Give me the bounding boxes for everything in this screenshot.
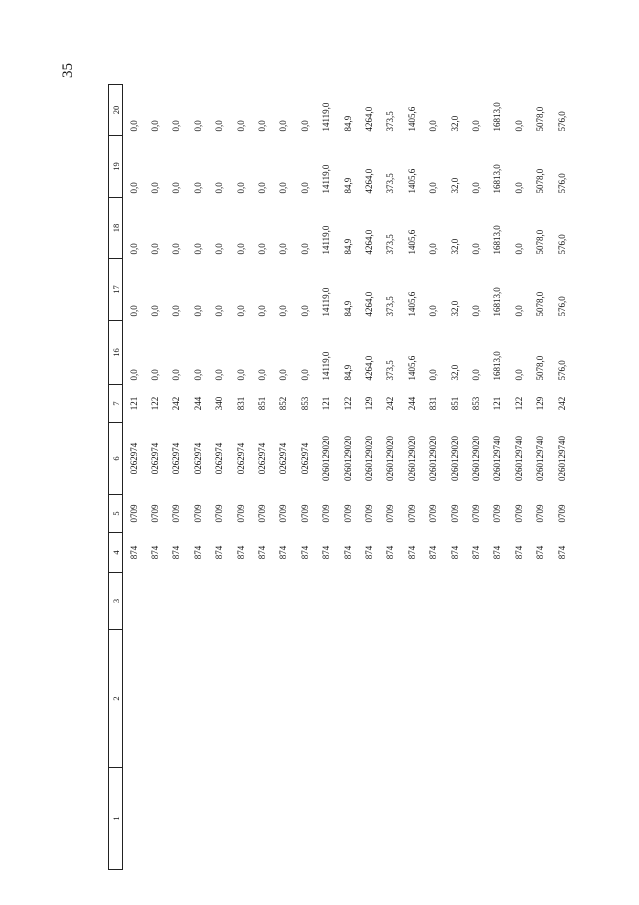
table-cell-c3 bbox=[316, 573, 337, 630]
table-cell-c6: 0260129740 bbox=[556, 436, 567, 481]
table-cell-c6: 0260129020 bbox=[385, 436, 396, 481]
table-cell-c1 bbox=[358, 768, 379, 870]
table-cell-c5: 0709 bbox=[406, 504, 417, 523]
table-cell-c4: 874 bbox=[492, 545, 503, 560]
table-cell-c6: 0260129740 bbox=[492, 436, 503, 481]
table-cell-c20: 576,0 bbox=[556, 111, 567, 132]
table-header-row bbox=[109, 85, 123, 870]
table-cell-c6: 0262974 bbox=[150, 442, 161, 475]
table-cell-c1 bbox=[123, 768, 145, 870]
table-cell-c2 bbox=[422, 630, 443, 768]
table-cell-c18: 0,0 bbox=[128, 243, 139, 255]
table-row bbox=[230, 85, 251, 870]
table-cell-c6: 0260129020 bbox=[406, 436, 417, 481]
table-cell-c16: 0,0 bbox=[278, 369, 289, 381]
table-cell-c6: 0262974 bbox=[299, 442, 310, 475]
table-cell-c3 bbox=[465, 573, 486, 630]
table-row bbox=[508, 85, 529, 870]
table-row bbox=[123, 85, 145, 870]
table-cell-c19: 0,0 bbox=[299, 182, 310, 194]
table-cell-c3 bbox=[529, 573, 550, 630]
table-cell-c16: 0,0 bbox=[235, 369, 246, 381]
table-cell-c18: 0,0 bbox=[299, 243, 310, 255]
table-cell-c7: 122 bbox=[513, 396, 524, 411]
table-cell-c18: 0,0 bbox=[428, 243, 439, 255]
table-cell-c5: 0709 bbox=[171, 504, 182, 523]
table-row bbox=[401, 85, 422, 870]
table-cell-c1 bbox=[551, 768, 572, 870]
table-cell-c20: 0,0 bbox=[257, 120, 268, 132]
table-cell-c2 bbox=[209, 630, 230, 768]
table-row bbox=[422, 85, 443, 870]
table-cell-c5: 0709 bbox=[321, 504, 332, 523]
table-cell-c3 bbox=[551, 573, 572, 630]
table-cell-c19: 576,0 bbox=[556, 173, 567, 194]
table-cell-c7: 851 bbox=[449, 396, 460, 411]
table-cell-c17: 0,0 bbox=[214, 305, 225, 317]
table-cell-c19: 16813,0 bbox=[492, 164, 503, 194]
table-cell-c1 bbox=[144, 768, 165, 870]
table-row bbox=[465, 85, 486, 870]
table-cell-c20: 16813,0 bbox=[492, 102, 503, 132]
table-cell-c1 bbox=[209, 768, 230, 870]
table-cell-c3 bbox=[187, 573, 208, 630]
table-cell-c18: 4264,0 bbox=[363, 229, 374, 255]
table-cell-c3 bbox=[230, 573, 251, 630]
table-cell-c4: 874 bbox=[385, 545, 396, 560]
table-cell-c6: 0260129020 bbox=[428, 436, 439, 481]
table-cell-c19: 0,0 bbox=[235, 182, 246, 194]
table-cell-c2 bbox=[487, 630, 508, 768]
table-cell-c7: 853 bbox=[470, 396, 481, 411]
table-cell-c20: 4264,0 bbox=[363, 106, 374, 132]
table-cell-c3 bbox=[123, 573, 145, 630]
table-cell-c18: 0,0 bbox=[192, 243, 203, 255]
table-cell-c16: 0,0 bbox=[214, 369, 225, 381]
table-row bbox=[487, 85, 508, 870]
table-cell-c4: 874 bbox=[299, 545, 310, 560]
table-cell-c7: 242 bbox=[385, 396, 396, 411]
table-cell-c17: 0,0 bbox=[128, 305, 139, 317]
table-cell-c6: 0262974 bbox=[192, 442, 203, 475]
table-cell-c6: 0260129020 bbox=[363, 436, 374, 481]
table-row bbox=[316, 85, 337, 870]
table-cell-c5: 0709 bbox=[150, 504, 161, 523]
table-row bbox=[358, 85, 379, 870]
table-cell-c17: 0,0 bbox=[299, 305, 310, 317]
table-cell-c4: 874 bbox=[535, 545, 546, 560]
table-cell-c17: 0,0 bbox=[513, 305, 524, 317]
table-body bbox=[123, 85, 573, 870]
table-cell-c18: 14119,0 bbox=[321, 225, 332, 255]
table-cell-c6: 0260129020 bbox=[449, 436, 460, 481]
table-cell-c7: 129 bbox=[535, 396, 546, 411]
table-cell-c5: 0709 bbox=[278, 504, 289, 523]
table-cell-c4: 874 bbox=[171, 545, 182, 560]
table-cell-c5: 0709 bbox=[235, 504, 246, 523]
table-cell-c20: 32,0 bbox=[449, 115, 460, 132]
table-cell-c1 bbox=[251, 768, 272, 870]
table-cell-c1 bbox=[444, 768, 465, 870]
table-cell-c20: 5078,0 bbox=[535, 106, 546, 132]
table-cell-c7: 122 bbox=[150, 396, 161, 411]
table-cell-c18: 0,0 bbox=[214, 243, 225, 255]
table-cell-c19: 0,0 bbox=[513, 182, 524, 194]
table-cell-c4: 874 bbox=[192, 545, 203, 560]
table-cell-c2 bbox=[337, 630, 358, 768]
page-number: 35 bbox=[60, 63, 76, 78]
table-cell-c1 bbox=[316, 768, 337, 870]
table-cell-c1 bbox=[273, 768, 294, 870]
table-cell-c16: 5078,0 bbox=[535, 355, 546, 381]
table-cell-c18: 0,0 bbox=[470, 243, 481, 255]
table-row bbox=[144, 85, 165, 870]
table-cell-c17: 0,0 bbox=[470, 305, 481, 317]
table-cell-c19: 0,0 bbox=[278, 182, 289, 194]
table-cell-c20: 0,0 bbox=[171, 120, 182, 132]
table-cell-c4: 874 bbox=[278, 545, 289, 560]
table-cell-c16: 16813,0 bbox=[492, 351, 503, 381]
table-cell-c3 bbox=[166, 573, 187, 630]
table-cell-c4: 874 bbox=[214, 545, 225, 560]
table-cell-c7: 129 bbox=[363, 396, 374, 411]
table-cell-c20: 1405,6 bbox=[406, 106, 417, 132]
table-cell-c17: 4264,0 bbox=[363, 291, 374, 317]
table-cell-c17: 0,0 bbox=[428, 305, 439, 317]
table-cell-c5: 0709 bbox=[470, 504, 481, 523]
table-cell-c16: 0,0 bbox=[171, 369, 182, 381]
table-cell-c6: 0260129020 bbox=[321, 436, 332, 481]
table-cell-c16: 14119,0 bbox=[321, 351, 332, 381]
table-cell-c5: 0709 bbox=[535, 504, 546, 523]
table-cell-c20: 373,5 bbox=[385, 111, 396, 132]
table-cell-c4: 874 bbox=[513, 545, 524, 560]
table-cell-c2 bbox=[358, 630, 379, 768]
table-cell-c20: 0,0 bbox=[470, 120, 481, 132]
table-cell-c3 bbox=[294, 573, 315, 630]
table-cell-c5: 0709 bbox=[492, 504, 503, 523]
table-cell-c6: 0262974 bbox=[214, 442, 225, 475]
table-cell-c17: 576,0 bbox=[556, 296, 567, 317]
table-cell-c1 bbox=[380, 768, 401, 870]
table-cell-c18: 0,0 bbox=[278, 243, 289, 255]
table-cell-c2 bbox=[294, 630, 315, 768]
table-cell-c19: 4264,0 bbox=[363, 168, 374, 194]
table-cell-c20: 0,0 bbox=[235, 120, 246, 132]
table-cell-c3 bbox=[337, 573, 358, 630]
table-cell-c17: 84,9 bbox=[342, 300, 353, 317]
table-cell-c18: 0,0 bbox=[171, 243, 182, 255]
table-cell-c2 bbox=[508, 630, 529, 768]
table-cell-c7: 831 bbox=[428, 396, 439, 411]
table-cell-c6: 0262974 bbox=[171, 442, 182, 475]
table-cell-c18: 16813,0 bbox=[492, 225, 503, 255]
table-cell-c16: 0,0 bbox=[428, 369, 439, 381]
table-cell-c17: 0,0 bbox=[192, 305, 203, 317]
table-cell-c2 bbox=[166, 630, 187, 768]
table-cell-c5: 0709 bbox=[363, 504, 374, 523]
table-cell-c4: 874 bbox=[556, 545, 567, 560]
table-cell-c7: 121 bbox=[321, 396, 332, 411]
table-cell-c19: 0,0 bbox=[428, 182, 439, 194]
table-cell-c17: 14119,0 bbox=[321, 287, 332, 317]
table-cell-c18: 5078,0 bbox=[535, 229, 546, 255]
table-cell-c1 bbox=[230, 768, 251, 870]
table-cell-c19: 5078,0 bbox=[535, 168, 546, 194]
table-cell-c16: 0,0 bbox=[470, 369, 481, 381]
table-cell-c1 bbox=[294, 768, 315, 870]
header-col-2: 2 bbox=[109, 630, 123, 768]
table-cell-c6: 0260129740 bbox=[513, 436, 524, 481]
table-cell-c4: 874 bbox=[342, 545, 353, 560]
table-cell-c19: 0,0 bbox=[192, 182, 203, 194]
table-cell-c2 bbox=[380, 630, 401, 768]
table-cell-c16: 0,0 bbox=[257, 369, 268, 381]
table-cell-c1 bbox=[508, 768, 529, 870]
table-cell-c6: 0262974 bbox=[257, 442, 268, 475]
table-row bbox=[551, 85, 572, 870]
table-cell-c19: 0,0 bbox=[171, 182, 182, 194]
table-cell-c1 bbox=[487, 768, 508, 870]
table-cell-c18: 0,0 bbox=[257, 243, 268, 255]
table-cell-c3 bbox=[508, 573, 529, 630]
table-cell-c4: 874 bbox=[257, 545, 268, 560]
table-cell-c16: 373,5 bbox=[385, 360, 396, 381]
table-cell-c1 bbox=[465, 768, 486, 870]
table-cell-c5: 0709 bbox=[342, 504, 353, 523]
table-cell-c19: 0,0 bbox=[128, 182, 139, 194]
table-row bbox=[187, 85, 208, 870]
table-cell-c17: 0,0 bbox=[278, 305, 289, 317]
header-col-16: 16 bbox=[109, 321, 123, 385]
table-cell-c20: 0,0 bbox=[299, 120, 310, 132]
table-row bbox=[209, 85, 230, 870]
table-cell-c17: 32,0 bbox=[449, 300, 460, 317]
table-cell-c6: 0262974 bbox=[278, 442, 289, 475]
table-cell-c5: 0709 bbox=[214, 504, 225, 523]
table-cell-c6: 0260129020 bbox=[470, 436, 481, 481]
table-cell-c2 bbox=[251, 630, 272, 768]
table-cell-c17: 0,0 bbox=[171, 305, 182, 317]
header-col-1: 1 bbox=[109, 768, 123, 870]
table-cell-c20: 14119,0 bbox=[321, 102, 332, 132]
table-cell-c2 bbox=[273, 630, 294, 768]
table-cell-c20: 0,0 bbox=[513, 120, 524, 132]
table-cell-c19: 1405,6 bbox=[406, 168, 417, 194]
table-cell-c2 bbox=[401, 630, 422, 768]
table-cell-c19: 0,0 bbox=[150, 182, 161, 194]
table-cell-c5: 0709 bbox=[257, 504, 268, 523]
table-cell-c19: 32,0 bbox=[449, 177, 460, 194]
table-cell-c20: 84,9 bbox=[342, 115, 353, 132]
table-cell-c7: 244 bbox=[192, 396, 203, 411]
table-cell-c16: 0,0 bbox=[150, 369, 161, 381]
table-cell-c6: 0260129020 bbox=[342, 436, 353, 481]
table-cell-c7: 340 bbox=[214, 396, 225, 411]
table-cell-c18: 0,0 bbox=[150, 243, 161, 255]
header-col-5: 5 bbox=[109, 495, 123, 533]
table-cell-c1 bbox=[166, 768, 187, 870]
table-cell-c20: 0,0 bbox=[428, 120, 439, 132]
table-cell-c17: 5078,0 bbox=[535, 291, 546, 317]
table-cell-c5: 0709 bbox=[449, 504, 460, 523]
table-cell-c17: 0,0 bbox=[150, 305, 161, 317]
table-cell-c5: 0709 bbox=[556, 504, 567, 523]
table-cell-c1 bbox=[529, 768, 550, 870]
table-cell-c20: 0,0 bbox=[192, 120, 203, 132]
header-col-20: 20 bbox=[109, 85, 123, 136]
table-cell-c16: 84,9 bbox=[342, 364, 353, 381]
table-cell-c20: 0,0 bbox=[150, 120, 161, 132]
table-cell-c4: 874 bbox=[406, 545, 417, 560]
rotated-budget-table-container bbox=[108, 85, 567, 870]
table-cell-c18: 0,0 bbox=[513, 243, 524, 255]
table-cell-c5: 0709 bbox=[428, 504, 439, 523]
table-cell-c3 bbox=[251, 573, 272, 630]
header-col-6: 6 bbox=[109, 423, 123, 495]
table-cell-c4: 874 bbox=[150, 545, 161, 560]
table-cell-c16: 32,0 bbox=[449, 364, 460, 381]
table-cell-c7: 853 bbox=[299, 396, 310, 411]
table-cell-c4: 874 bbox=[321, 545, 332, 560]
table-cell-c3 bbox=[422, 573, 443, 630]
table-cell-c7: 851 bbox=[257, 396, 268, 411]
table-cell-c7: 242 bbox=[556, 396, 567, 411]
table-cell-c7: 121 bbox=[492, 396, 503, 411]
table-cell-c1 bbox=[401, 768, 422, 870]
table-row bbox=[294, 85, 315, 870]
header-col-19: 19 bbox=[109, 136, 123, 198]
table-cell-c18: 0,0 bbox=[235, 243, 246, 255]
table-cell-c17: 1405,6 bbox=[406, 291, 417, 317]
table-cell-c5: 0709 bbox=[385, 504, 396, 523]
table-row bbox=[273, 85, 294, 870]
table-row bbox=[444, 85, 465, 870]
table-cell-c20: 0,0 bbox=[278, 120, 289, 132]
table-cell-c19: 373,5 bbox=[385, 173, 396, 194]
table-cell-c18: 1405,6 bbox=[406, 229, 417, 255]
table-cell-c2 bbox=[144, 630, 165, 768]
table-row bbox=[166, 85, 187, 870]
table-cell-c7: 831 bbox=[235, 396, 246, 411]
table-cell-c18: 373,5 bbox=[385, 234, 396, 255]
table-cell-c5: 0709 bbox=[128, 504, 139, 523]
table-cell-c6: 0262974 bbox=[235, 442, 246, 475]
table-cell-c1 bbox=[337, 768, 358, 870]
table-cell-c2 bbox=[187, 630, 208, 768]
table-cell-c16: 576,0 bbox=[556, 360, 567, 381]
table-cell-c19: 0,0 bbox=[257, 182, 268, 194]
table-cell-c18: 32,0 bbox=[449, 238, 460, 255]
table-cell-c17: 16813,0 bbox=[492, 287, 503, 317]
table-cell-c1 bbox=[422, 768, 443, 870]
table-cell-c3 bbox=[380, 573, 401, 630]
table-cell-c18: 84,9 bbox=[342, 238, 353, 255]
table-cell-c2 bbox=[316, 630, 337, 768]
table-cell-c2 bbox=[123, 630, 145, 768]
table-cell-c16: 0,0 bbox=[192, 369, 203, 381]
table-cell-c19: 84,9 bbox=[342, 177, 353, 194]
table-cell-c5: 0709 bbox=[513, 504, 524, 523]
table-cell-c19: 0,0 bbox=[470, 182, 481, 194]
table-cell-c17: 373,5 bbox=[385, 296, 396, 317]
table-cell-c7: 122 bbox=[342, 396, 353, 411]
table-cell-c20: 0,0 bbox=[128, 120, 139, 132]
header-col-18: 18 bbox=[109, 198, 123, 259]
table-cell-c3 bbox=[358, 573, 379, 630]
table-cell-c3 bbox=[487, 573, 508, 630]
table-cell-c3 bbox=[144, 573, 165, 630]
table-cell-c17: 0,0 bbox=[235, 305, 246, 317]
table-cell-c20: 0,0 bbox=[214, 120, 225, 132]
table-row bbox=[251, 85, 272, 870]
table-cell-c2 bbox=[230, 630, 251, 768]
table-cell-c6: 0262974 bbox=[128, 442, 139, 475]
table-row bbox=[529, 85, 550, 870]
table-cell-c4: 874 bbox=[428, 545, 439, 560]
table-cell-c5: 0709 bbox=[299, 504, 310, 523]
table-cell-c6: 0260129740 bbox=[535, 436, 546, 481]
table-cell-c4: 874 bbox=[449, 545, 460, 560]
table-cell-c16: 0,0 bbox=[128, 369, 139, 381]
header-col-7: 7 bbox=[109, 385, 123, 423]
table-cell-c7: 121 bbox=[128, 396, 139, 411]
table-cell-c4: 874 bbox=[128, 545, 139, 560]
table-cell-c19: 0,0 bbox=[214, 182, 225, 194]
header-col-17: 17 bbox=[109, 259, 123, 321]
table-cell-c7: 242 bbox=[171, 396, 182, 411]
table-cell-c3 bbox=[401, 573, 422, 630]
table-cell-c2 bbox=[444, 630, 465, 768]
table-cell-c2 bbox=[551, 630, 572, 768]
table-cell-c2 bbox=[465, 630, 486, 768]
table-cell-c16: 1405,6 bbox=[406, 355, 417, 381]
table-cell-c7: 244 bbox=[406, 396, 417, 411]
table-cell-c19: 14119,0 bbox=[321, 164, 332, 194]
table-cell-c4: 874 bbox=[363, 545, 374, 560]
table-cell-c4: 874 bbox=[235, 545, 246, 560]
table-cell-c18: 576,0 bbox=[556, 234, 567, 255]
budget-table bbox=[108, 84, 572, 870]
table-cell-c3 bbox=[444, 573, 465, 630]
table-cell-c3 bbox=[273, 573, 294, 630]
header-col-3: 3 bbox=[109, 573, 123, 630]
table-cell-c3 bbox=[209, 573, 230, 630]
header-col-4: 4 bbox=[109, 533, 123, 573]
table-cell-c16: 0,0 bbox=[513, 369, 524, 381]
table-cell-c2 bbox=[529, 630, 550, 768]
table-cell-c1 bbox=[187, 768, 208, 870]
table-cell-c16: 4264,0 bbox=[363, 355, 374, 381]
table-cell-c4: 874 bbox=[470, 545, 481, 560]
table-cell-c17: 0,0 bbox=[257, 305, 268, 317]
table-cell-c5: 0709 bbox=[192, 504, 203, 523]
table-cell-c7: 852 bbox=[278, 396, 289, 411]
table-row bbox=[337, 85, 358, 870]
table-row bbox=[380, 85, 401, 870]
table-cell-c16: 0,0 bbox=[299, 369, 310, 381]
